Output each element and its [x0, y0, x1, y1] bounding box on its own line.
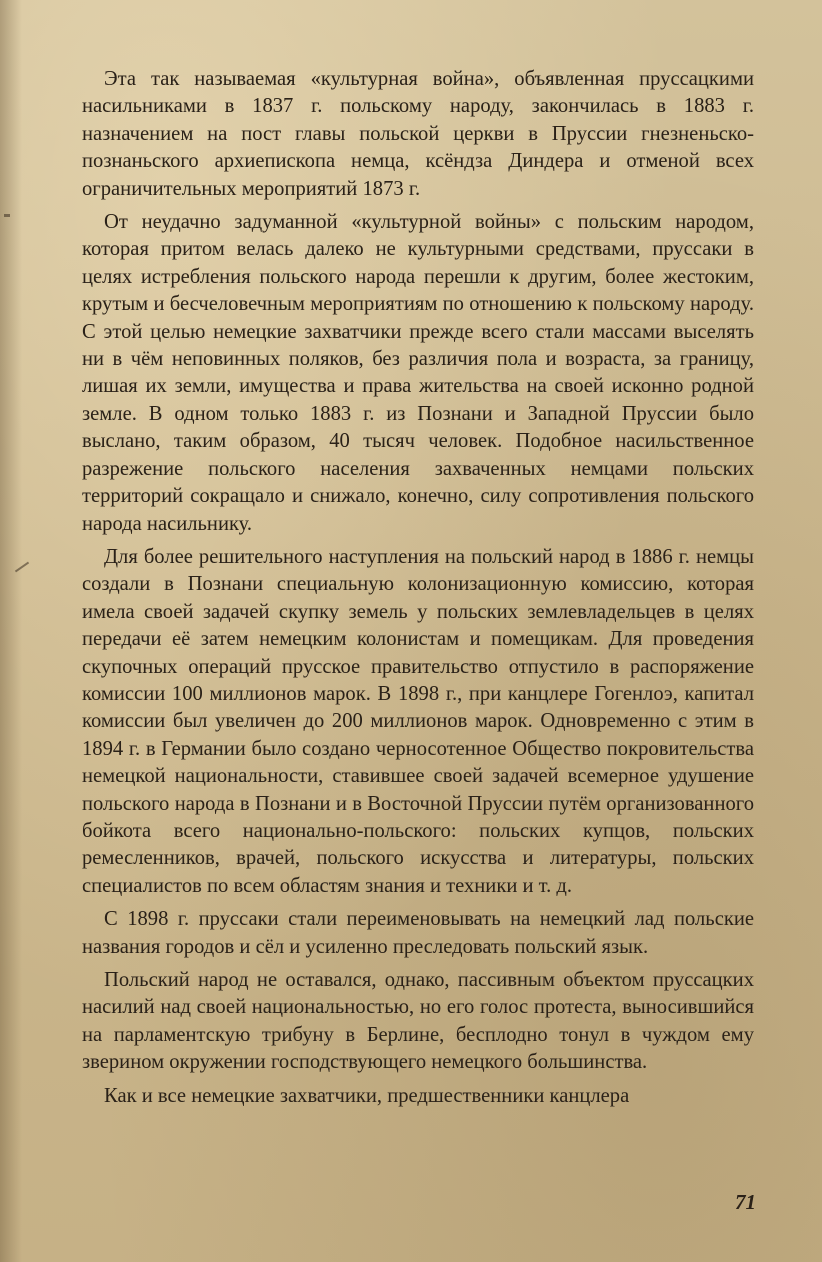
paragraph-4: С 1898 г. пруссаки стали переименовывать на немецкий лад польские названия городов и сёл и усиленно преследовать польский язык. [82, 908, 754, 958]
paragraph-1: Эта так называемая «культурная война», объявленная прусcацкими насильниками в 1837 г. польскому народу, закончилась в 1883 г. назначением на пост главы польской церкви в Пруссии гнезненьско-познаньского архиепископа немца, ксёндза Диндера и отменой всех ограничительных мероприятий 1873 г. [82, 68, 754, 200]
margin-mark [4, 214, 10, 217]
margin-mark [15, 562, 29, 573]
paragraph-6: Как и все немецкие захватчики, предшественники канцлера [104, 1084, 630, 1107]
paragraph-2: От неудачно задуманной «культурной войны» с польским народом, которая притом велась далеко не культурными средствами, пруссаки в целях истребления польского народа перешли к другим, более жестоким, крутым и бесчеловечным мероприятиям по отношению к польскому народу. С этой целью немецкие захватчики прежде всего стали массами выселять ни в чём неповинных поляков, без различия пола и возраста, за границу, лишая их земли, имущества и права жительства на своей исконно родной земле. В одном только 1883 г. из Познани и Западной Пруссии было выслано, таким образом, 40 тысяч человек. Подобное насильственное разрежение польского населения захваченных немцами польских территорий сокращало и снижало, конечно, силу сопротивления польского народа насильнику. [82, 211, 754, 535]
paragraph-5: Польский народ не оставался, однако, пассивным объектом прусcацких насилий над своей национальностью, но его голос протеста, выносившийся на парламентскую трибуну в Берлине, бесплодно тонул в чуждом ему зверином окружении господствующего немецкого большинства. [82, 969, 754, 1074]
body-text [82, 66, 754, 1110]
page-number: 71 [735, 1190, 756, 1214]
paragraph-3: Для более решительного наступления на польский народ в 1886 г. немцы создали в Познани специальную колонизационную комиссию, которая имела своей задачей скупку земель у польских землевладельцев в целях передачи её затем немецким колонистам и помещикам. Для проведения скупочных операций прусское правительство отпустило в распоряжение комиссии 100 миллионов марок. В 1898 г., при канцлере Гогенлоэ, капитал комиссии был увеличен до 200 миллионов марок. Одновременно с этим в 1894 г. в Германии было создано черносотенное Общество покровительства немецкой национальности, ставившее своей задачей всемерное удушение польского народа в Познани и в Восточной Пруссии путём организованного бойкота всего национально-польского: польских купцов, польских ремесленников, врачей, польского искусства и литературы, польских специалистов по всем областям знания и техники и т. д. [82, 545, 754, 897]
